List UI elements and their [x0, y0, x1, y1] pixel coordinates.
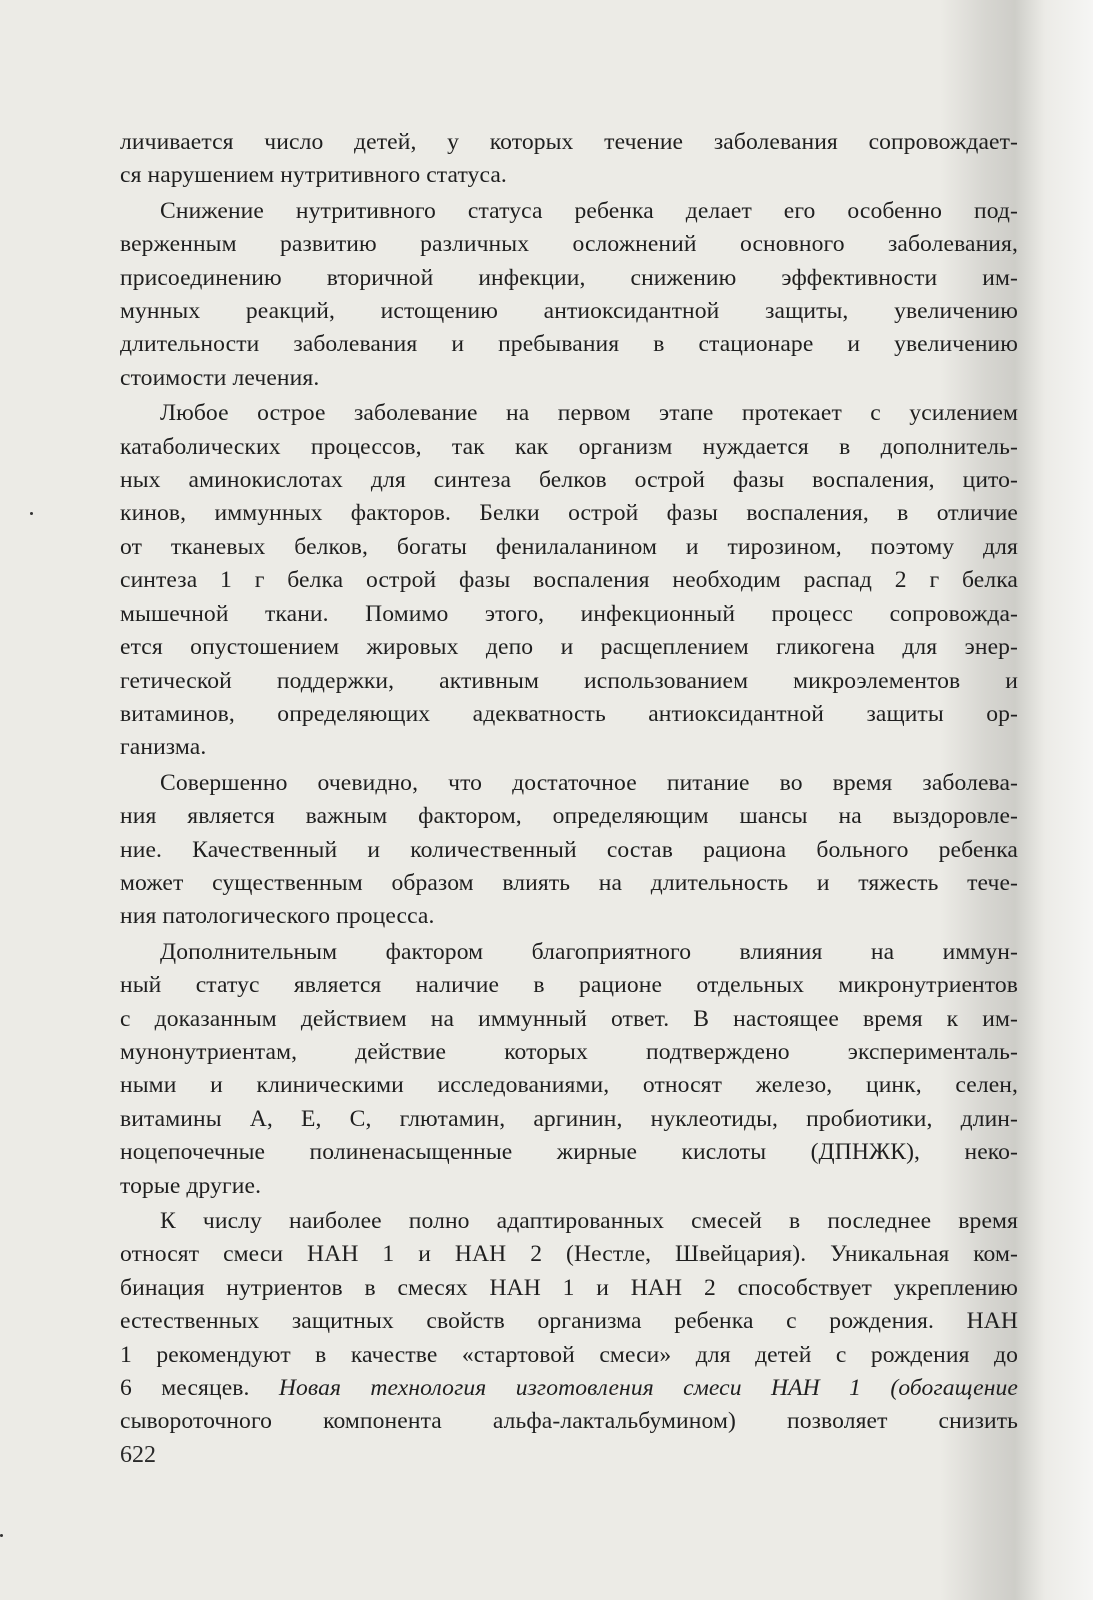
text-line: мышечной ткани. Помимо этого, инфекционный процесс сопровожда-: [120, 600, 1018, 627]
scan-speck: [30, 512, 33, 515]
italic-text: Новая технология изготовления смеси НАН 1 (обогащение: [249, 1375, 1018, 1402]
text-line: с доказанным действием на иммунный ответ. В настоящее время к им-: [120, 1005, 1018, 1032]
text-line: Снижение нутритивного статуса ребенка делает его особенно под-: [160, 197, 1018, 224]
text-line: ния патологического процесса.: [120, 903, 435, 930]
paragraph-2: [120, 195, 1018, 395]
text-line: синтеза 1 г белка острой фазы воспаления необходим распад 2 г белка: [120, 567, 1018, 594]
text-line: Совершенно очевидно, что достаточное питание во время заболева-: [160, 769, 1018, 796]
text-line: стоимости лечения.: [120, 364, 320, 391]
text-line: К числу наиболее полно адаптированных смесей в последнее время: [160, 1208, 1018, 1234]
text-line: ный статус является наличие в рационе отдельных микронутриентов: [120, 972, 1018, 999]
text-line: ных аминокислотах для синтеза белков острой фазы воспаления, цито-: [120, 467, 1018, 494]
text-line: верженным развитию различных осложнений основного заболевания,: [120, 231, 1018, 258]
text-line-prefix: 6 месяцев.: [120, 1375, 250, 1402]
text-line: бинация нутриентов в смесях НАН 1 и НАН 2 способствует укреплению: [120, 1274, 1018, 1301]
scan-speck: [0, 1534, 3, 1537]
paragraph-4: [120, 767, 1018, 934]
text-line: мунонутриентам, действие которых подтверждено эксперименталь-: [120, 1038, 1018, 1065]
text-line: мунных реакций, истощению антиоксидантной защиты, увеличению: [120, 298, 1018, 325]
text-line: катаболических процессов, так как организм нуждается в дополнитель-: [120, 433, 1018, 460]
body-text: [120, 126, 1018, 1439]
text-line: ноцепочечные полиненасыщенные жирные кислоты (ДПНЖК), неко-: [120, 1139, 1018, 1166]
text-line: 1 рекомендуют в качестве «стартовой смеси» для детей с рождения до: [120, 1341, 1018, 1368]
text-line: относят смеси НАН 1 и НАН 2 (Нестле, Швейцария). Уникальная ком-: [120, 1241, 1018, 1268]
text-line-mixed-italic: [120, 1372, 1018, 1405]
text-line: Любое острое заболевание на первом этапе протекает с усилением: [160, 400, 1018, 427]
text-line: личивается число детей, у которых течение заболевания сопровождает-: [120, 129, 1018, 155]
text-line: ется опустошением жировых депо и расщеплением гликогена для энер-: [120, 634, 1018, 661]
text-line: ние. Качественный и количественный состав рациона больного ребенка: [120, 836, 1018, 863]
page-number: 622: [120, 1442, 156, 1468]
text-line: торые другие.: [120, 1172, 262, 1199]
text-line: может существенным образом влиять на длительность и тяжесть тече-: [120, 869, 1018, 896]
text-line: Дополнительным фактором благоприятного влияния на иммун-: [160, 938, 1018, 965]
text-line: ганизма.: [120, 734, 207, 761]
paragraph-1: [120, 126, 1018, 193]
paragraph-6: [120, 1205, 1018, 1439]
text-line: от тканевых белков, богаты фенилаланином и тирозином, поэтому для: [120, 533, 1018, 560]
paragraph-5: [120, 936, 1018, 1203]
text-line: кинов, иммунных факторов. Белки острой фазы воспаления, в отличие: [120, 500, 1018, 527]
text-line: ными и клиническими исследованиями, относят железо, цинк, селен,: [120, 1072, 1018, 1099]
text-line: присоединению вторичной инфекции, снижению эффективности им-: [120, 264, 1018, 291]
text-line: гетической поддержки, активным использованием микроэлементов и: [120, 667, 1018, 694]
text-line: длительности заболевания и пребывания в стационаре и увеличению: [120, 331, 1018, 358]
text-line: ния является важным фактором, определяющим шансы на выздоровле-: [120, 803, 1018, 830]
text-line: витаминов, определяющих адекватность антиоксидантной защиты ор-: [120, 700, 1018, 727]
paragraph-3: [120, 397, 1018, 764]
text-line: естественных защитных свойств организма ребенка с рождения. НАН: [120, 1308, 1018, 1335]
text-line: сывороточного компонента альфа-лактальбумином) позволяет снизить: [120, 1408, 1018, 1435]
text-line: ся нарушением нутритивного статуса.: [120, 162, 507, 189]
text-line: витамины А, Е, С, глютамин, аргинин, нуклеотиды, пробиотики, длин-: [120, 1105, 1018, 1132]
